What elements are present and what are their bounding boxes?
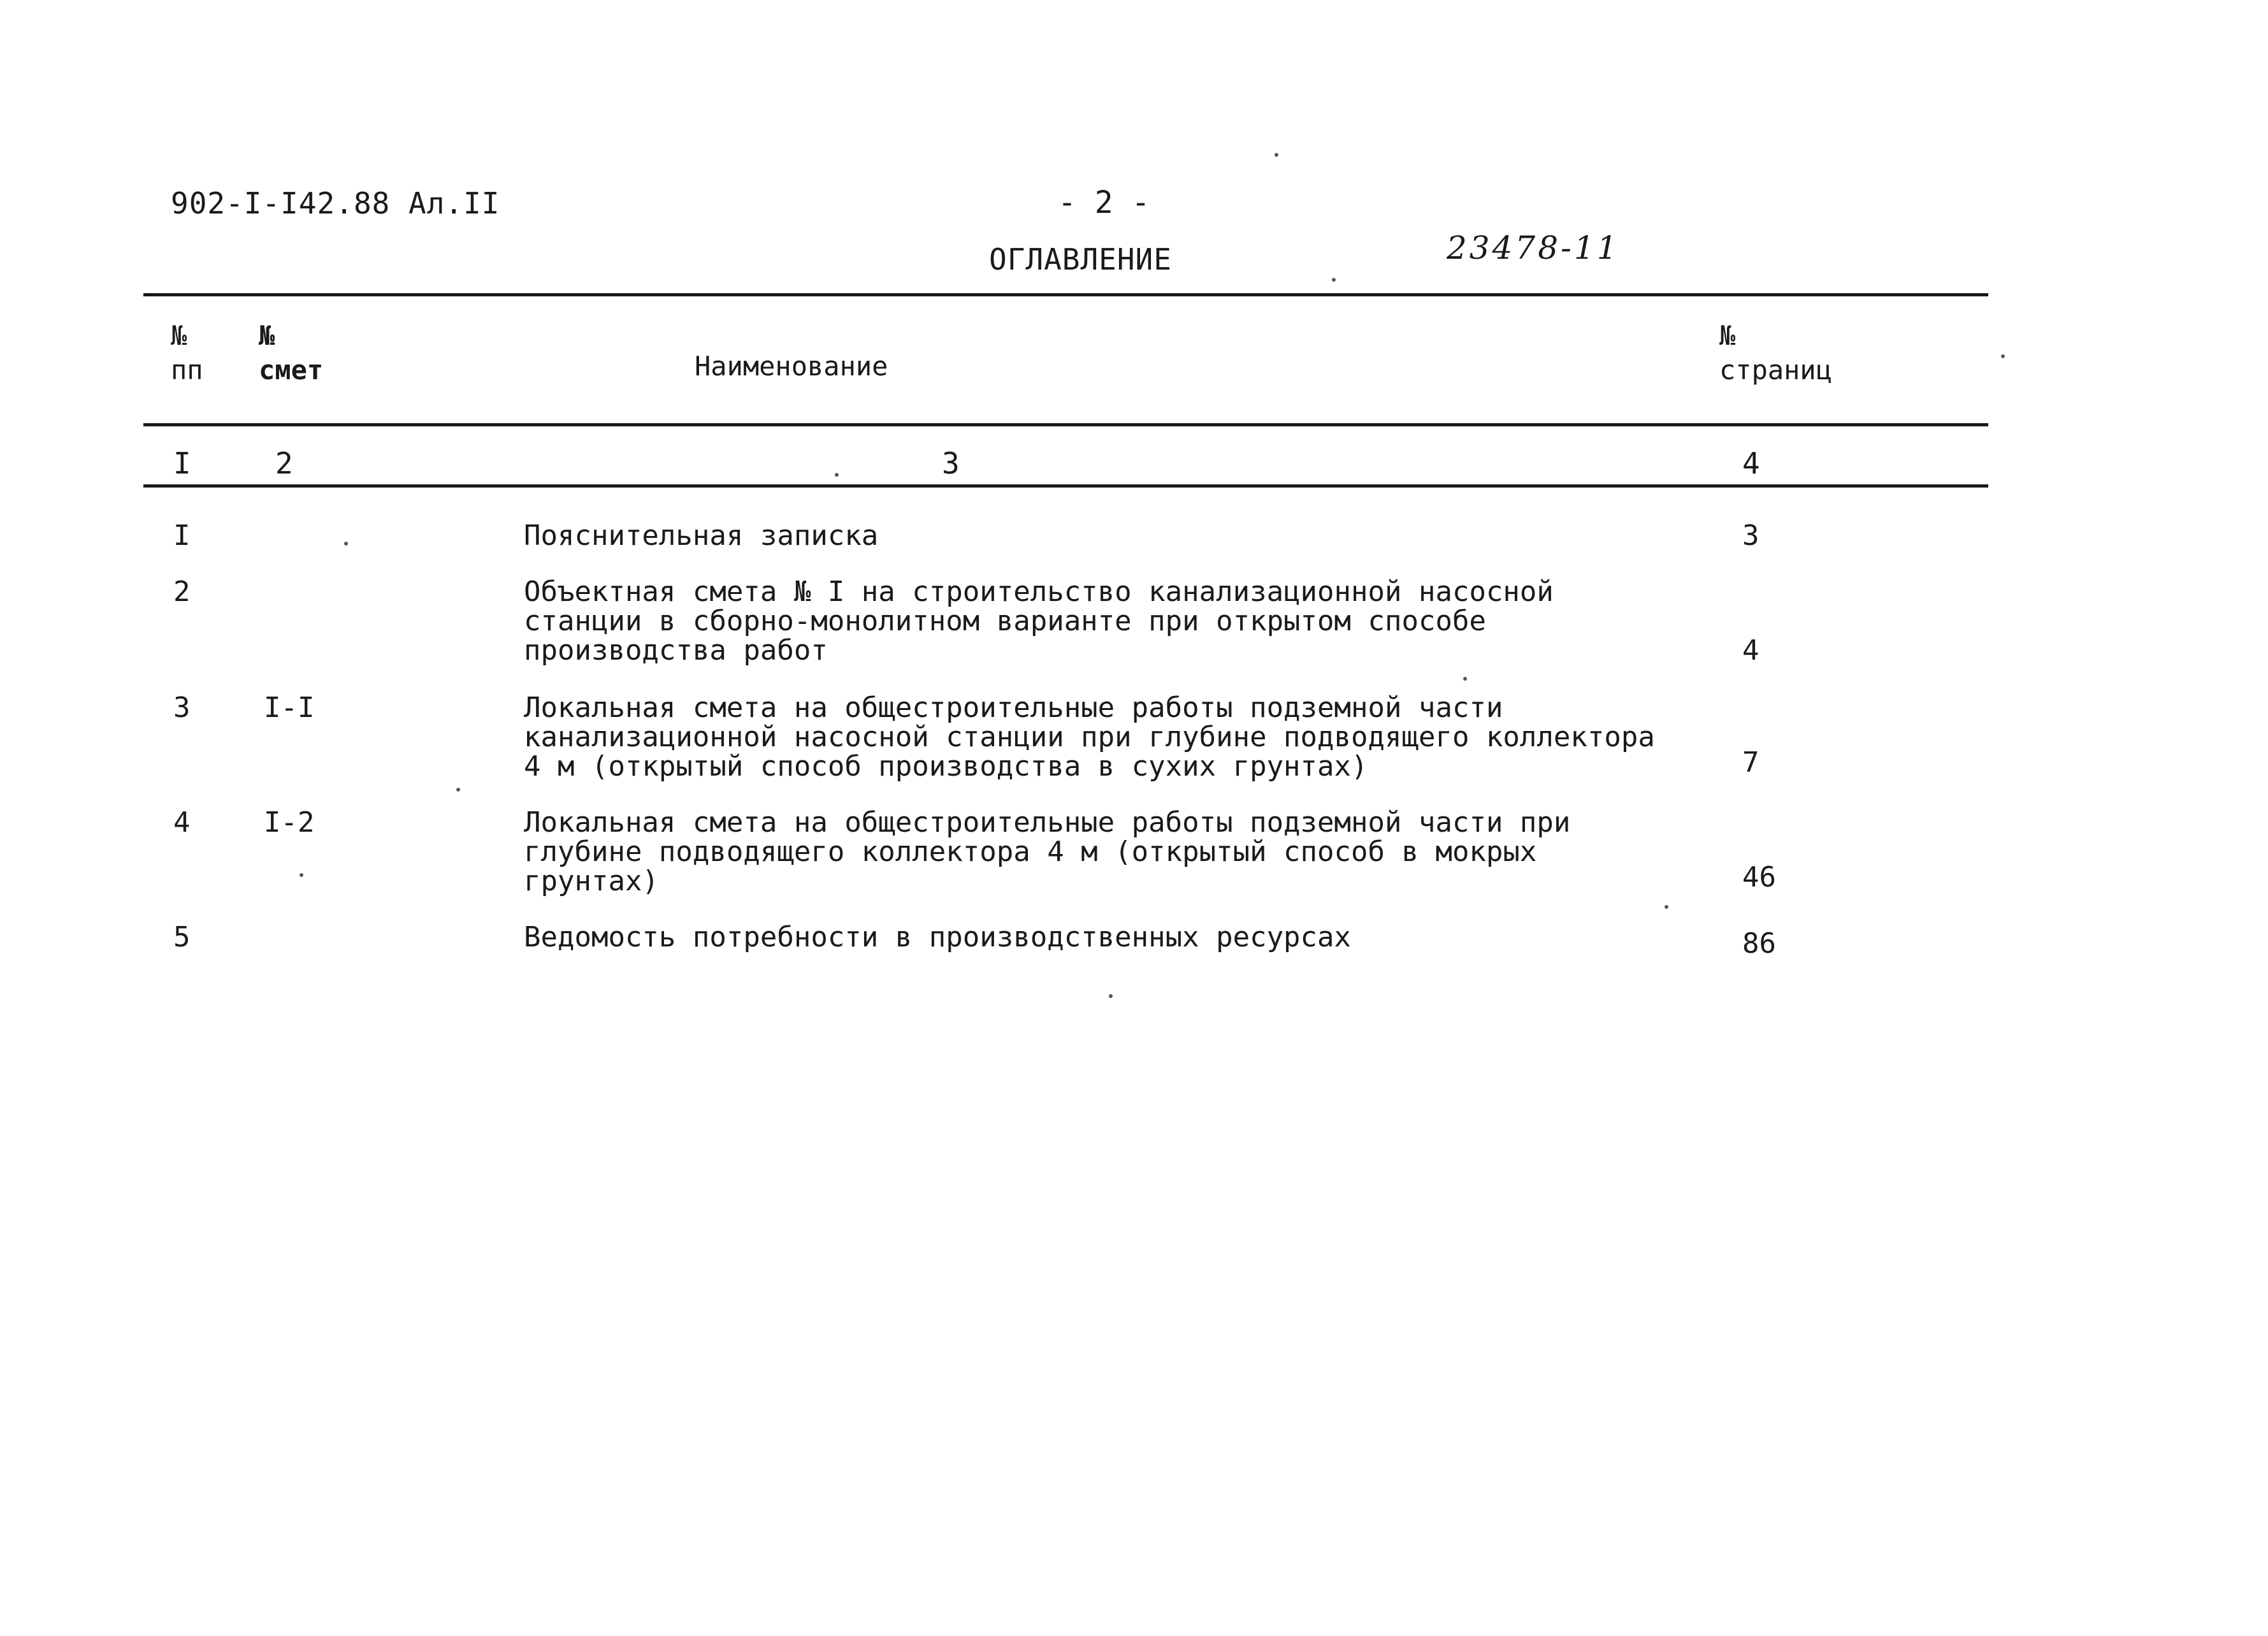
column-number-4: 4	[1742, 446, 1760, 481]
page-number: - 2 -	[1058, 185, 1150, 221]
row-page: 7	[1742, 746, 1759, 779]
row-number: 3	[173, 691, 191, 724]
row-page: 3	[1742, 519, 1759, 552]
row-name: Объектная смета № I на строительство канализационной насосной станции в сборно-монолитном варианте при открытом способе производства работ	[524, 575, 1554, 667]
row-page: 86	[1742, 927, 1776, 960]
row-page: 4	[1742, 634, 1759, 667]
row-smeta: I-I	[264, 691, 315, 724]
row-name: Пояснительная записка	[524, 519, 879, 552]
column-header-nsmet: № смет	[259, 320, 324, 386]
row-name: Ведомость потребности в производственных ресурсах	[524, 921, 1352, 953]
column-header-name: Наименование	[695, 351, 888, 382]
table-top-rule	[143, 293, 1988, 296]
row-number: I	[173, 519, 191, 552]
row-number: 5	[173, 921, 191, 953]
table-numbers-rule	[143, 484, 1988, 488]
row-smeta: I-2	[264, 806, 315, 839]
row-name: Локальная смета на общестроительные работы подземной части при глубине подводящего коллектора 4 м (открытый способ в мокрых грунтах)	[524, 806, 1571, 897]
toc-title: ОГЛАВЛЕНИЕ	[989, 242, 1172, 277]
document-code: 902-I-I42.88 Ал.II	[171, 186, 500, 221]
column-number-2: 2	[275, 446, 293, 481]
column-header-pages: № страниц	[1719, 320, 1833, 386]
column-number-3: 3	[942, 446, 960, 481]
column-number-1: I	[173, 446, 191, 481]
row-number: 2	[173, 575, 191, 608]
row-number: 4	[173, 806, 191, 839]
row-name: Локальная смета на общестроительные работы подземной части канализационной насосной станции при глубине подводящего коллектора 4 м (открытый способ производства в сухих грунтах)	[524, 691, 1655, 783]
column-header-npp: № пп	[171, 320, 203, 386]
table-header-rule	[143, 423, 1988, 426]
handwritten-number: 23478-11	[1447, 229, 1620, 266]
row-page: 46	[1742, 861, 1776, 894]
